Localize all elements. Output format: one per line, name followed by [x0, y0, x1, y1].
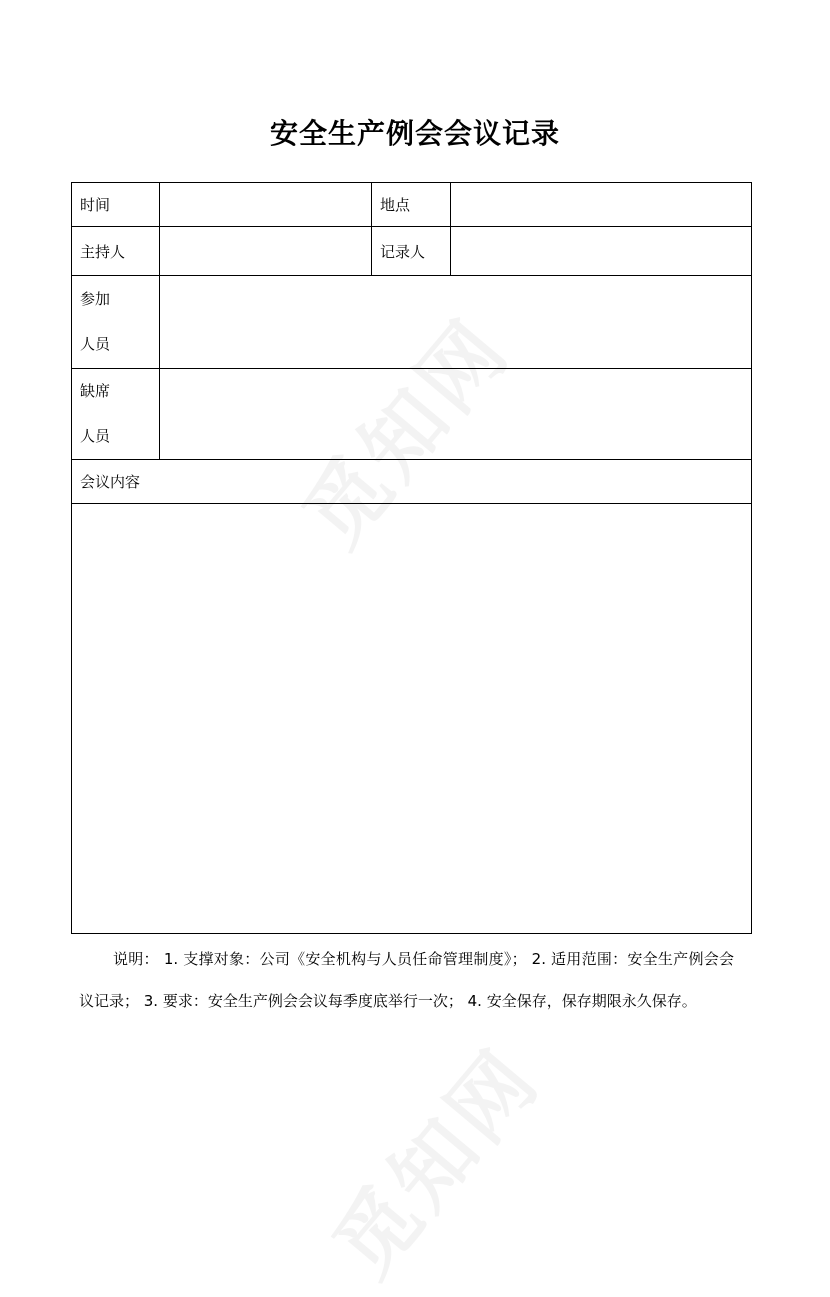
time-field[interactable]: [160, 183, 372, 227]
attendees-label-line2: 人员: [80, 335, 111, 353]
form-row-host-recorder: [72, 227, 752, 276]
location-field[interactable]: [451, 183, 752, 227]
form-row-content-body: [72, 504, 752, 934]
attendees-label-line1: 参加: [80, 290, 111, 308]
attendees-field[interactable]: [160, 276, 752, 369]
time-label: 时间: [72, 183, 160, 227]
absentees-label-line2: 人员: [80, 427, 111, 445]
notes-paragraph: 说明： 1. 支撑对象：公司《安全机构与人员任命管理制度》； 2. 适用范围：安全生产例会会议记录； 3. 要求：安全生产例会会议每季度底举行一次； 4. 安全保存，保存期限永久保存。: [79, 950, 734, 1010]
recorder-field[interactable]: [451, 227, 752, 276]
location-label: 地点: [372, 183, 451, 227]
form-row-content-header: [72, 460, 752, 504]
page-title: 安全生产例会会议记录: [269, 117, 560, 150]
attendees-label: [72, 276, 160, 369]
absentees-label: [72, 369, 160, 460]
form-row-attendees: [72, 276, 752, 369]
form-row-time-location: [72, 183, 752, 227]
host-field[interactable]: [160, 227, 372, 276]
meeting-record-form: [71, 182, 752, 934]
content-label: 会议内容: [72, 460, 752, 504]
absentees-label-line1: 缺席: [80, 382, 111, 400]
recorder-label: 记录人: [372, 227, 451, 276]
watermark-bottom: [302, 1020, 561, 1297]
host-label: 主持人: [72, 227, 160, 276]
content-field[interactable]: [72, 504, 752, 934]
form-row-absentees: [72, 369, 752, 460]
absentees-field[interactable]: [160, 369, 752, 460]
